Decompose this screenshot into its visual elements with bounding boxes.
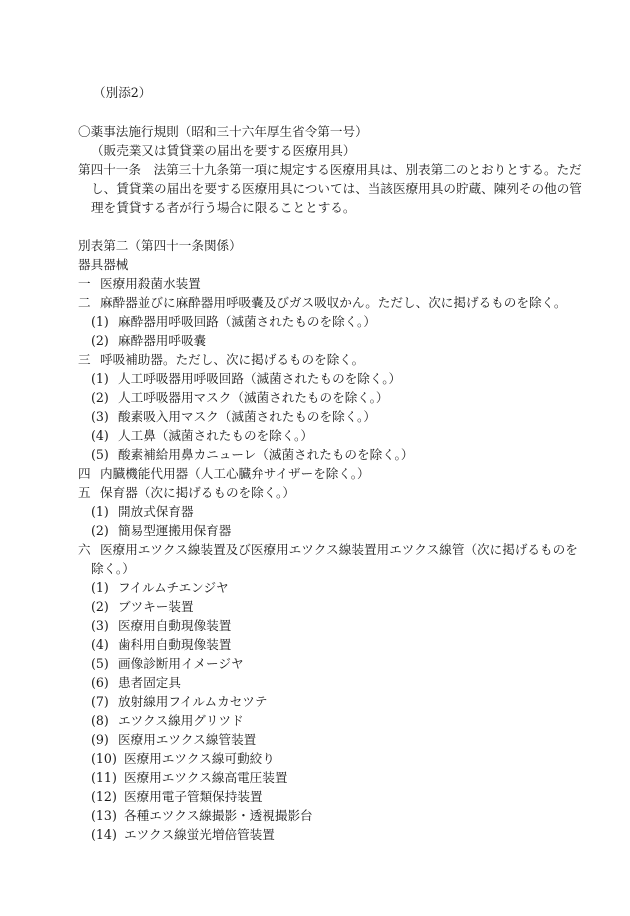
regulation-subtitle: （販売業又は賃貸業の届出を要する医療用具） xyxy=(91,143,356,158)
item-text: 歯科用自動現像装置 xyxy=(118,637,232,652)
appendix-title: 別表第二（第四十一条関係） xyxy=(78,238,242,253)
item-text: 人工鼻（滅菌されたものを除く。） xyxy=(118,428,313,443)
list-item xyxy=(91,371,402,387)
item-number: 四 xyxy=(78,466,91,481)
article-text-line-3: 理を賃貸する者が行う場合に限ることとする。 xyxy=(91,200,356,215)
category-heading: 器具器械 xyxy=(78,257,129,272)
item-text: 医療用エツクス線高電圧装置 xyxy=(124,770,288,785)
item-number: (1) xyxy=(91,580,109,595)
item-number: (2) xyxy=(91,523,109,538)
list-item xyxy=(91,770,288,786)
list-item xyxy=(91,390,389,406)
item-number: 二 xyxy=(78,295,91,310)
item-text: 麻酔器用呼吸回路（滅菌されたものを除く。） xyxy=(118,314,376,329)
item-text: 医療用エツクス線管装置 xyxy=(118,732,257,747)
item-number: (12) xyxy=(91,789,117,804)
list-item xyxy=(91,675,181,691)
item-number: (1) xyxy=(91,371,109,386)
item-text: ブツキー装置 xyxy=(118,599,194,614)
item-number: (1) xyxy=(91,504,109,519)
item-text: 保育器（次に掲げるものを除く。） xyxy=(100,485,295,500)
list-item xyxy=(91,808,313,824)
item-text: 医療用電子管類保持装置 xyxy=(124,789,263,804)
list-item xyxy=(78,542,578,558)
list-item xyxy=(78,295,567,311)
list-item xyxy=(78,352,365,368)
item-text: 人工呼吸器用呼吸回路（滅菌されたものを除く。） xyxy=(118,371,402,386)
item-number: (14) xyxy=(91,827,117,842)
item-text: 麻酔器用呼吸嚢 xyxy=(118,333,207,348)
item-number: (10) xyxy=(91,751,117,766)
list-item xyxy=(91,751,275,767)
item-number: (1) xyxy=(91,314,109,329)
article-text-line-1: 第四十一条 法第三十九条第一項に規定する医療用具は、別表第二のとおりとする。ただ xyxy=(78,162,582,177)
item-text: 放射線用フイルムカセツテ xyxy=(118,694,268,709)
item-text: 酸素吸入用マスク（滅菌されたものを除く。） xyxy=(118,409,376,424)
item-number: (8) xyxy=(91,713,109,728)
item-number: 一 xyxy=(78,276,91,291)
list-item xyxy=(91,580,229,596)
item-text: 呼吸補助器。ただし、次に掲げるものを除く。 xyxy=(100,352,365,367)
item-text: フイルムチエンジヤ xyxy=(118,580,229,595)
item-text: エツクス線用グリツド xyxy=(118,713,244,728)
item-number: 六 xyxy=(78,542,91,557)
item-text: 人工呼吸器用マスク（滅菌されたものを除く。） xyxy=(118,390,389,405)
item-text: 患者固定具 xyxy=(118,675,181,690)
annex-label: （別添2） xyxy=(93,85,152,100)
item-text: エツクス線蛍光増倍管装置 xyxy=(124,827,275,842)
item-number: 五 xyxy=(78,485,91,500)
list-item xyxy=(91,618,232,634)
item-number: (2) xyxy=(91,333,109,348)
item-text: 酸素補給用鼻カニューレ（滅菌されたものを除く。） xyxy=(118,447,414,462)
item-text: 画像診断用イメージヤ xyxy=(118,656,244,671)
list-item xyxy=(78,276,201,292)
item-number: (7) xyxy=(91,694,109,709)
item-text: 医療用エツクス線装置及び医療用エツクス線装置用エツクス線管（次に掲げるものを xyxy=(100,542,578,557)
item-number: (5) xyxy=(91,656,109,671)
item-text: 医療用エツクス線可動絞り xyxy=(124,751,275,766)
list-item xyxy=(91,789,263,805)
list-item xyxy=(91,523,232,539)
item-text: 医療用自動現像装置 xyxy=(118,618,232,633)
item-text: 各種エツクス線撮影・透視撮影台 xyxy=(124,808,313,823)
list-item xyxy=(91,599,194,615)
list-item xyxy=(78,466,370,482)
item-number: (3) xyxy=(91,618,109,633)
list-item xyxy=(91,447,414,463)
item-text: 開放式保育器 xyxy=(118,504,194,519)
list-item xyxy=(91,409,376,425)
list-item xyxy=(91,504,194,520)
item-number: (6) xyxy=(91,675,109,690)
list-item xyxy=(91,637,232,653)
list-item-continuation xyxy=(91,561,135,577)
item-number: (4) xyxy=(91,428,109,443)
list-item xyxy=(91,428,313,444)
list-item xyxy=(91,333,207,349)
list-item xyxy=(91,827,275,843)
item-number: (13) xyxy=(91,808,117,823)
item-number: (5) xyxy=(91,447,109,462)
item-number: (2) xyxy=(91,390,109,405)
list-item xyxy=(91,732,257,748)
item-text: 麻酔器並びに麻酔器用呼吸嚢及びガス吸収かん。ただし、次に掲げるものを除く。 xyxy=(100,295,567,310)
item-number: (11) xyxy=(91,770,117,785)
list-item xyxy=(91,713,244,729)
item-text: 簡易型運搬用保育器 xyxy=(118,523,232,538)
item-number: (2) xyxy=(91,599,109,614)
list-item xyxy=(91,314,376,330)
item-text: 内臓機能代用器（人工心臓弁サイザーを除く。） xyxy=(100,466,370,481)
regulation-title: 〇薬事法施行規則（昭和三十六年厚生省令第一号） xyxy=(78,124,368,139)
item-number: (9) xyxy=(91,732,109,747)
item-number: (3) xyxy=(91,409,109,424)
list-item xyxy=(91,656,244,672)
article-text-line-2: し、賃貸業の届出を要する医療用具については、当該医療用具の貯蔵、陳列その他の管 xyxy=(91,181,582,196)
item-number: (4) xyxy=(91,637,109,652)
item-text: 医療用殺菌水装置 xyxy=(100,276,201,291)
item-number: 三 xyxy=(78,352,91,367)
list-item xyxy=(78,485,295,501)
list-item xyxy=(91,694,268,710)
item-text: 除く。） xyxy=(91,561,135,576)
